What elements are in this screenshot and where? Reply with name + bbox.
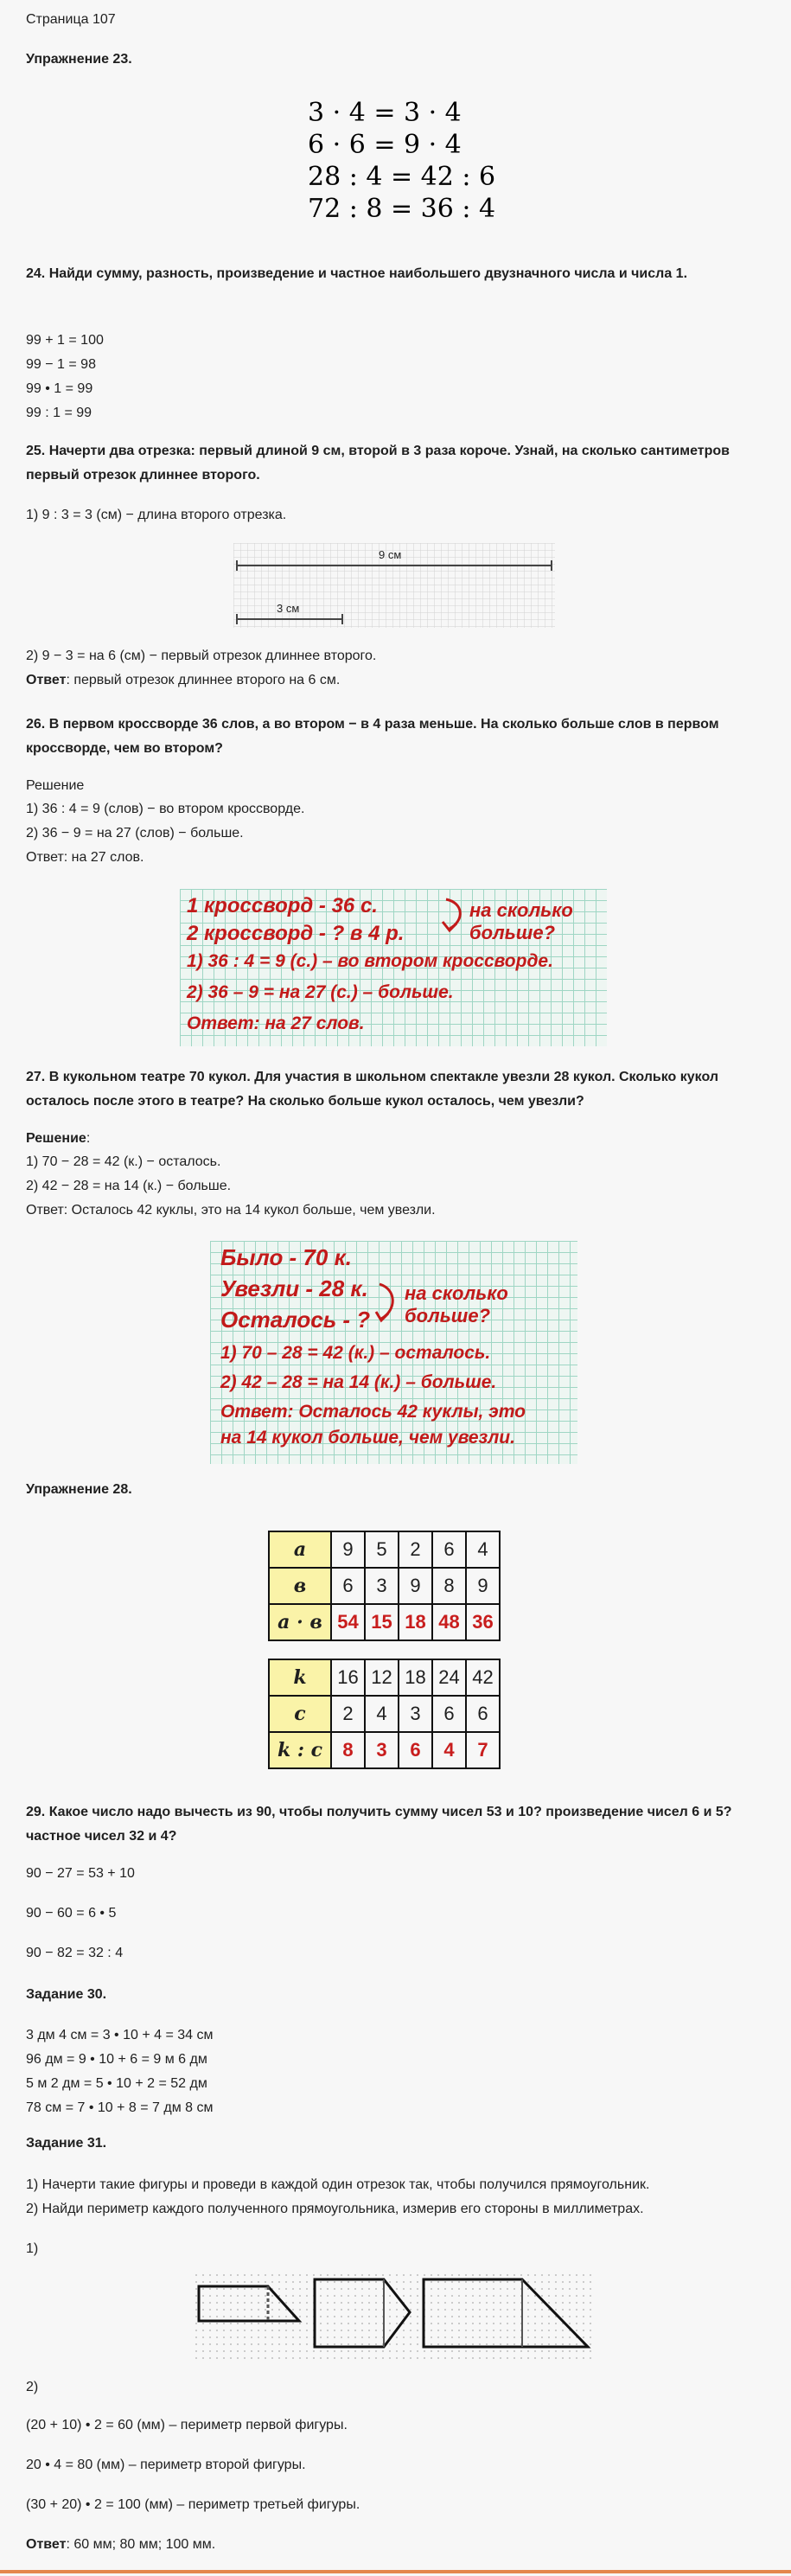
- answer-line: 99 • 1 = 99: [26, 381, 93, 396]
- table-cell: 2: [399, 1531, 432, 1568]
- handwritten-line: Увезли - 28 к.: [220, 1275, 368, 1301]
- handwritten-line: Ответ: на 27 слов.: [187, 1013, 365, 1033]
- handwritten-line: 1) 70 – 28 = 42 (к.) – осталось.: [220, 1343, 491, 1363]
- solution-line: 1) 36 : 4 = 9 (слов) − во втором кроссворде.: [26, 802, 305, 816]
- equation-line: 3 · 4 = 3 · 4: [308, 98, 462, 128]
- answer-line: 99 + 1 = 100: [26, 333, 104, 348]
- handwritten-line: Было - 70 к.: [220, 1244, 352, 1270]
- table-cell: 9: [466, 1568, 500, 1604]
- handwritten-line: 2) 36 – 9 = на 27 (с.) – больше.: [187, 982, 454, 1002]
- exercise-25-task: 25. Начерти два отрезка: первый длиной 9 см, второй в 3 раза короче. Узнай, на сколько сантиметров первый отрезок длиннее второго.: [26, 444, 730, 483]
- table-row: [269, 1604, 500, 1640]
- table-row: [269, 1696, 500, 1732]
- table-cell: 3: [365, 1732, 399, 1768]
- handwritten-line: 1) 36 : 4 = 9 (с.) – во втором кроссворде.: [187, 951, 553, 971]
- exercise-31-heading: Задание 31.: [26, 2136, 107, 2151]
- exercise-24-task: 24. Найди сумму, разность, произведение и частное наибольшего двузначного числа и числа 1.: [26, 266, 688, 281]
- solution-line: Ответ: Осталось 42 куклы, это на 14 кукол больше, чем увезли.: [26, 1203, 436, 1218]
- table-cell: 7: [466, 1732, 500, 1768]
- answer-line: 90 − 27 = 53 + 10: [26, 1866, 135, 1881]
- table-k-c: [268, 1659, 501, 1769]
- table-cell: 16: [331, 1659, 365, 1696]
- answer-line: 96 дм = 9 • 10 + 6 = 9 м 6 дм: [26, 2052, 207, 2067]
- table-cell: 6: [432, 1696, 466, 1732]
- exercise-31-task2: 2) Найди периметр каждого полученного прямоугольника, измерив его стороны в миллиметрах.: [26, 2202, 644, 2216]
- exercise-25-step1: 1) 9 : 3 = 3 (см) − длина второго отрезка.: [26, 508, 287, 522]
- exercise-31-answer: Ответ: 60 мм; 80 мм; 100 мм.: [26, 2537, 216, 2552]
- table-cell: 36: [466, 1604, 500, 1640]
- table-cell: 48: [432, 1604, 466, 1640]
- table-cell: 3: [399, 1696, 432, 1732]
- figures-drawing: [195, 2274, 591, 2359]
- answer-line: (30 + 20) • 2 = 100 (мм) – периметр третьей фигуры.: [26, 2497, 360, 2512]
- answer-line: 99 : 1 = 99: [26, 406, 92, 420]
- table-cell: 6: [432, 1531, 466, 1568]
- equation-line: 72 : 8 = 36 : 4: [308, 194, 496, 224]
- table-cell: 15: [365, 1604, 399, 1640]
- table-cell: 4: [432, 1732, 466, 1768]
- answer-line: 90 − 60 = 6 • 5: [26, 1906, 117, 1921]
- row-header: a · в: [269, 1604, 331, 1640]
- part-label: 1): [26, 2241, 39, 2256]
- exercise-25-answer: Ответ: первый отрезок длиннее второго на 6 см.: [26, 673, 341, 687]
- table-cell: 18: [399, 1659, 432, 1696]
- exercise-24-answers: [26, 329, 104, 425]
- exercise-27-solution: [26, 1150, 436, 1223]
- solution-line: 2) 42 − 28 = на 14 (к.) − больше.: [26, 1179, 232, 1193]
- equation-line: 6 · 6 = 9 · 4: [308, 130, 462, 160]
- answer-line: 5 м 2 дм = 5 • 10 + 2 = 52 дм: [26, 2076, 207, 2091]
- row-header: k : c: [269, 1732, 331, 1768]
- handwritten-line: на 14 кукол больше, чем увезли.: [220, 1428, 515, 1448]
- table-cell: 4: [466, 1531, 500, 1568]
- table-a-b: [268, 1531, 501, 1641]
- notebook-image-ex27: [210, 1241, 577, 1464]
- segment-3cm-label: 3 см: [277, 602, 300, 615]
- handwritten-line: 1 кроссворд - 36 с.: [187, 894, 378, 917]
- table-cell: 6: [466, 1696, 500, 1732]
- exercise-25-step2: 2) 9 − 3 = на 6 (см) − первый отрезок длиннее второго.: [26, 649, 377, 663]
- handwritten-line: Ответ: Осталось 42 куклы, это: [220, 1402, 526, 1422]
- handwritten-line: 2 кроссворд - ? в 4 р.: [187, 922, 405, 945]
- table-cell: 9: [399, 1568, 432, 1604]
- exercise-23-heading: Упражнение 23.: [26, 52, 132, 67]
- table-cell: 2: [331, 1696, 365, 1732]
- solution-line: 1) 70 − 28 = 42 (к.) − осталось.: [26, 1154, 221, 1169]
- part-label: 2): [26, 2380, 39, 2394]
- handwritten-question: на сколько: [405, 1282, 508, 1304]
- table-cell: 42: [466, 1659, 500, 1696]
- answer-line: 3 дм 4 см = 3 • 10 + 4 = 34 см: [26, 2028, 214, 2042]
- handwritten-question: больше?: [469, 922, 556, 943]
- page-title: Страница 107: [26, 12, 116, 27]
- answer-line: 20 • 4 = 80 (мм) – периметр второй фигуры.: [26, 2458, 306, 2472]
- table-cell: 5: [365, 1531, 399, 1568]
- exercise-27-task: 27. В кукольном театре 70 кукол. Для участия в школьном спектакле увезли 28 кукол. Сколько кукол осталось после этого в театре? На сколько больше кукол осталось, чем увезли?: [26, 1070, 718, 1109]
- table-cell: 6: [399, 1732, 432, 1768]
- page-bottom-divider: [0, 2570, 791, 2573]
- answer-line: 99 − 1 = 98: [26, 357, 96, 372]
- equation-line: 28 : 4 = 42 : 6: [308, 162, 496, 192]
- table-cell: 3: [365, 1568, 399, 1604]
- row-header: a: [269, 1531, 331, 1568]
- exercise-23-equations: [308, 97, 495, 225]
- table-row: [269, 1732, 500, 1768]
- exercise-28-heading: Упражнение 28.: [26, 1482, 132, 1497]
- table-cell: 18: [399, 1604, 432, 1640]
- table-cell: 8: [331, 1732, 365, 1768]
- exercise-30-heading: Задание 30.: [26, 1987, 107, 2002]
- segments-drawing: [233, 543, 555, 628]
- solution-label: Решение:: [26, 1131, 91, 1146]
- row-header: k: [269, 1659, 331, 1696]
- table-row: [269, 1531, 500, 1568]
- exercise-29-task: 29. Какое число надо вычесть из 90, чтобы получить сумму чисел 53 и 10? произведение чисел 6 и 5? частное чисел 32 и 4?: [26, 1805, 732, 1844]
- table-row: [269, 1659, 500, 1696]
- exercise-26-solution: [26, 797, 304, 870]
- solution-line: 2) 36 − 9 = на 27 (слов) − больше.: [26, 826, 244, 841]
- solution-line: Ответ: на 27 слов.: [26, 850, 144, 865]
- table-cell: 24: [432, 1659, 466, 1696]
- table-cell: 8: [432, 1568, 466, 1604]
- handwritten-line: Осталось - ?: [220, 1307, 371, 1333]
- answer-line: (20 + 10) • 2 = 60 (мм) – периметр первой фигуры.: [26, 2418, 348, 2432]
- curved-arrow-icon: [374, 1279, 404, 1327]
- handwritten-line: 2) 42 – 28 = на 14 (к.) – больше.: [220, 1372, 497, 1392]
- handwritten-question: на сколько: [469, 899, 573, 921]
- table-cell: 54: [331, 1604, 365, 1640]
- solution-label: Решение: [26, 778, 85, 793]
- table-row: [269, 1568, 500, 1604]
- row-header: в: [269, 1568, 331, 1604]
- segment-9cm-label: 9 см: [379, 548, 402, 561]
- exercise-26-task: 26. В первом кроссворде 36 слов, а во втором − в 4 раза меньше. На сколько больше слов в первом кроссворде, чем во втором?: [26, 717, 719, 756]
- notebook-image-ex26: [180, 889, 607, 1046]
- table-cell: 9: [331, 1531, 365, 1568]
- curved-arrow-icon: [439, 894, 474, 937]
- exercise-31-task1: 1) Начерти такие фигуры и проведи в каждой один отрезок так, чтобы получился прямоугольник.: [26, 2177, 650, 2192]
- answer-line: 78 см = 7 • 10 + 8 = 7 дм 8 см: [26, 2100, 214, 2115]
- handwritten-question: больше?: [405, 1305, 491, 1326]
- table-cell: 12: [365, 1659, 399, 1696]
- row-header: c: [269, 1696, 331, 1732]
- table-cell: 6: [331, 1568, 365, 1604]
- exercise-30-answers: [26, 2023, 214, 2120]
- answer-line: 90 − 82 = 32 : 4: [26, 1946, 124, 1960]
- table-cell: 4: [365, 1696, 399, 1732]
